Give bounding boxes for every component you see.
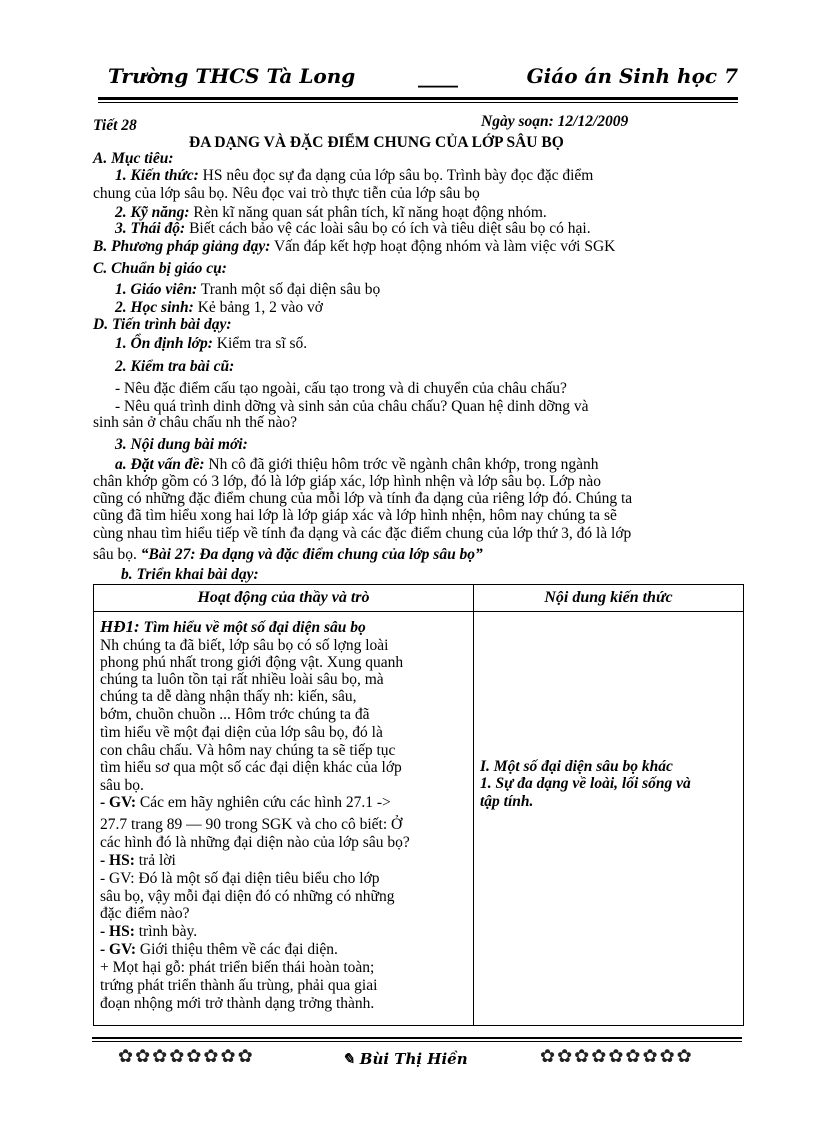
hd1-label: HĐ1: — [100, 617, 140, 636]
d2-question-1: - Nêu đặc điểm cấu tạo ngoài, cấu tạo trong và di chuyển của châu chấu? — [115, 380, 567, 397]
left-line-1: phong phú nhất trong giới động vật. Xung quanh — [100, 654, 404, 671]
a3-line — [115, 220, 591, 237]
gv1-label: - GV: — [100, 794, 137, 811]
left-line-4: bớm, chuồn chuồn ... Hôm trớc chúng ta đã — [100, 706, 370, 723]
last-line-3: đoạn nhộng mới trở thành dạng trởng thành. — [100, 995, 375, 1012]
table-header-content: Nội dung kiến thức — [474, 585, 744, 612]
date-label: Ngày soạn: — [481, 113, 554, 130]
d3a-line-1 — [115, 456, 598, 473]
gv3-label: - GV: — [100, 941, 137, 958]
table-row — [94, 612, 744, 1026]
left-line-5: tìm hiểu về một đại diện của lớp sâu bọ, đó là — [100, 724, 383, 741]
d1-text: Kiểm tra sĩ số. — [212, 335, 308, 352]
subject-title: Giáo án Sinh học 7 — [526, 64, 738, 88]
gv1-line-2: 27.7 trang 89 — 90 trong SGK và cho cô biết: Ở — [100, 816, 403, 833]
d2-question-2: - Nêu quá trình dinh dỡng và sinh sản của châu chấu? Quan hệ dinh dỡng và — [115, 398, 589, 415]
left-line-3: chúng ta dễ dàng nhận thấy nh: kiến, sâu, — [100, 688, 357, 705]
date-line — [481, 113, 628, 130]
hs1-label: - HS: — [100, 852, 135, 869]
a3-text: Biết cách bảo vệ các loài sâu bọ có ích và tiêu diệt sâu bọ có hại. — [185, 220, 591, 237]
c1-label: 1. Giáo viên: — [115, 281, 198, 298]
hd1-title: Tìm hiểu về một số đại diện sâu bọ — [139, 619, 366, 636]
d1-line — [115, 335, 307, 352]
left-line-0: Nh chúng ta đã biết, lớp sâu bọ có số lợng loài — [100, 637, 389, 654]
d3-label: 3. Nội dung bài mới: — [115, 436, 248, 453]
table-header-activity: Hoạt động của thầy và trò — [94, 585, 474, 612]
footer-rule-thick — [92, 1037, 742, 1039]
section-c-heading: C. Chuẩn bị giáo cụ: — [93, 260, 227, 277]
a1-text: HS nêu đọc sự đa dạng của lớp sâu bọ. Trình bày đọc đặc điểm — [198, 167, 594, 184]
d3a-text-6: sâu bọ. — [93, 546, 137, 563]
date-value: 12/12/2009 — [557, 113, 629, 130]
d3a-line-3: cũng có những đặc điểm chung của mỗi lớp và tính đa dạng của riêng lớp đó. Chúng ta — [93, 490, 633, 507]
gv2-line-3: đặc điểm nào? — [100, 905, 190, 922]
hs1-text: trả lời — [134, 852, 176, 869]
d3a-line-4: cũng đã tìm hiểu xong hai lớp là lớp giáp xác và lớp hình nhện, hôm nay chúng ta sẽ — [93, 507, 617, 524]
a1-text-cont: chung của lớp sâu bọ. Nêu đọc vai trò thực tiễn của lớp sâu bọ — [93, 185, 480, 202]
d1-label: 1. Ổn định lớp: — [115, 335, 213, 352]
flower-decoration-right: ✿✿✿✿✿✿✿✿✿ — [540, 1046, 694, 1066]
content-heading-1: I. Một số đại diện sâu bọ khác — [480, 758, 673, 775]
left-line-6: con châu chấu. Và hôm nay chúng ta sẽ tiếp tục — [100, 742, 396, 759]
table-header-row — [94, 585, 744, 612]
section-a-heading: A. Mục tiêu: — [93, 150, 174, 167]
gv3-line — [100, 941, 338, 958]
school-name: Trường THCS Tà Long — [108, 64, 356, 88]
d3a-line-5: cùng nhau tìm hiểu tiếp về tính đa dạng và các đặc điểm chung của lớp thứ 3, đó là lớp — [93, 525, 632, 542]
c2-text: Kẻ bảng 1, 2 vào vở — [193, 299, 323, 316]
activity-cell — [94, 612, 474, 1026]
header-rule-thick — [98, 97, 738, 100]
content-heading-3: tập tính. — [480, 793, 534, 810]
d3a-line-2: chân khớp gồm có 3 lớp, đó là lớp giáp xác, lớp hình nhện và lớp sâu bọ. Lớp nào — [93, 473, 602, 490]
d2-question-2-cont: sinh sản ở châu chấu nh thế nào? — [93, 414, 298, 431]
a2-text: Rèn kĩ năng quan sát phân tích, kĩ năng hoạt động nhóm. — [189, 204, 547, 221]
section-b-heading: B. Phương pháp giảng dạy: — [93, 238, 271, 255]
header-separator: ____ — [418, 64, 458, 88]
hd1-line — [100, 618, 366, 636]
footer-rule-thin — [92, 1041, 742, 1042]
content-cell — [474, 612, 744, 1026]
lesson-title: ĐA DẠNG VÀ ĐẶC ĐIỂM CHUNG CỦA LỚP SÂU BỌ — [189, 134, 564, 151]
d3a-line-6 — [93, 546, 483, 563]
d3a-label: a. Đặt vấn đề: — [115, 456, 205, 473]
content-heading-2: 1. Sự đa dạng về loài, lối sống và — [480, 775, 691, 792]
gv1-line-3: các hình đó là những đại diện nào của lớp sâu bọ? — [100, 834, 410, 851]
header-rule-thin — [98, 102, 738, 103]
a1-label: 1. Kiến thức: — [115, 167, 199, 184]
last-line-2: trứng phát triển thành ấu trùng, phải qua giai — [100, 977, 378, 994]
c1-line — [115, 281, 380, 298]
b-line — [93, 238, 615, 255]
last-line-1: + Mọt hại gỗ: phát triển biến thái hoàn toàn; — [100, 959, 375, 976]
flower-decoration-left: ✿✿✿✿✿✿✿✿ — [118, 1046, 255, 1066]
gv3-text: Giới thiệu thêm về các đại diện. — [136, 941, 338, 958]
gv1-text: Các em hãy nghiên cứu các hình 27.1 -> — [136, 794, 391, 811]
left-line-7: tìm hiểu sơ qua một số các đại diện khác của lớp — [100, 759, 402, 776]
d2-label: 2. Kiểm tra bài cũ: — [115, 358, 235, 375]
gv1-line — [100, 794, 391, 811]
left-line-2: chúng ta luôn tồn tại rất nhiều loài sâu bọ, mà — [100, 671, 384, 688]
d3a-text-1: Nh cô đã giới thiệu hôm trớc về ngành chân khớp, trong ngành — [204, 456, 599, 473]
page-header — [98, 60, 738, 96]
b-text: Vấn đáp kết hợp hoạt động nhóm và làm việc với SGK — [270, 238, 616, 255]
a3-label: 3. Thái độ: — [115, 220, 186, 237]
left-line-8: sâu bọ. — [100, 777, 144, 794]
author-signature: ✎ Bùi Thị Hiền — [342, 1050, 468, 1068]
hs2-text: trình bày. — [134, 923, 198, 940]
lesson-quote: “Bài 27: Đa dạng và đặc điểm chung của lớp sâu bọ” — [136, 546, 483, 563]
a1-line — [115, 167, 593, 184]
c1-text: Tranh một số đại diện sâu bọ — [197, 281, 381, 298]
c2-line — [115, 299, 323, 316]
section-d-heading: D. Tiến trình bài dạy: — [93, 316, 232, 333]
a2-line — [115, 204, 547, 221]
lesson-table — [93, 584, 744, 1026]
gv2-line: - GV: Đó là một số đại diện tiêu biểu cho lớp — [100, 870, 380, 887]
period-label: Tiết 28 — [93, 117, 137, 134]
gv2-line-2: sâu bọ, vậy mỗi đại diện đó có những có những — [100, 888, 395, 905]
hs2-line — [100, 923, 197, 940]
d3b-label: b. Triển khai bài dạy: — [121, 566, 259, 583]
a2-label: 2. Kỹ năng: — [115, 204, 190, 221]
hs2-label: - HS: — [100, 923, 135, 940]
c2-label: 2. Học sinh: — [115, 299, 194, 316]
hs1-line — [100, 852, 176, 869]
